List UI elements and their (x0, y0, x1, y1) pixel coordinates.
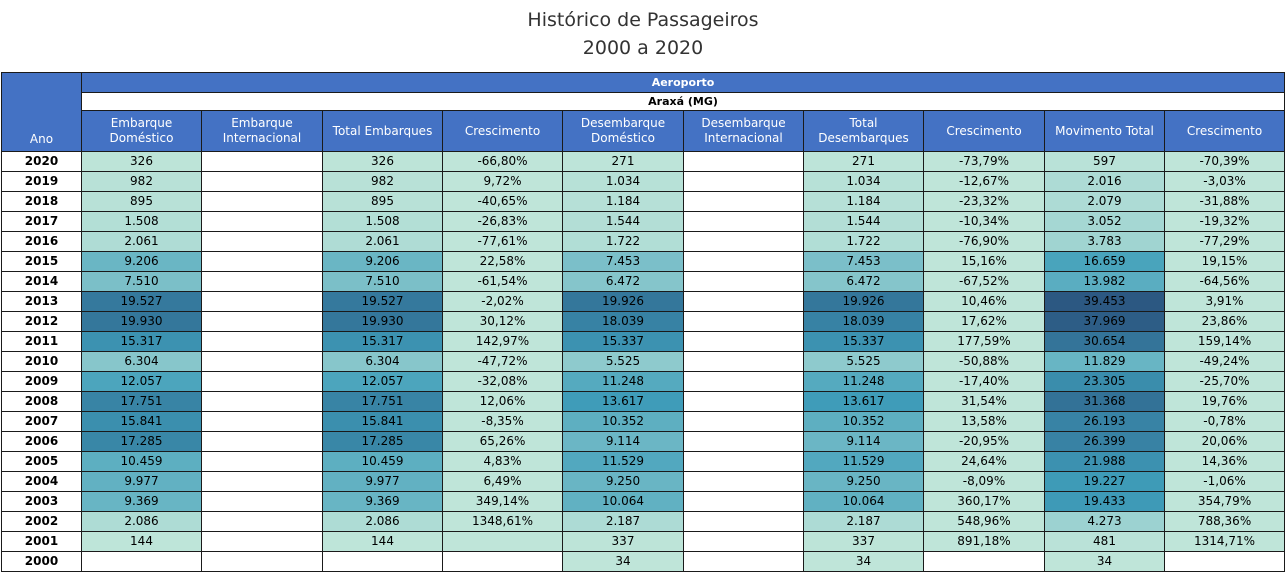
table-cell: -64,56% (1165, 272, 1285, 292)
table-cell (443, 532, 563, 552)
table-cell: 6.304 (323, 352, 443, 372)
airport-group-header: Aeroporto (82, 73, 1285, 93)
table-cell: 16.659 (1045, 252, 1165, 272)
table-cell: -23,32% (924, 192, 1045, 212)
table-cell: -20,95% (924, 432, 1045, 452)
table-cell (684, 292, 804, 312)
table-cell: 895 (82, 192, 202, 212)
column-header: Crescimento (924, 111, 1045, 152)
table-cell: 12.057 (323, 372, 443, 392)
year-cell: 2003 (2, 492, 82, 512)
table-cell: 337 (804, 532, 924, 552)
table-cell (684, 212, 804, 232)
table-cell: 19,76% (1165, 392, 1285, 412)
table-cell: -49,24% (1165, 352, 1285, 372)
table-cell: 24,64% (924, 452, 1045, 472)
table-cell (202, 272, 323, 292)
table-cell: 10.064 (563, 492, 684, 512)
table-cell: 15.317 (323, 332, 443, 352)
table-cell (684, 252, 804, 272)
table-cell: 11.829 (1045, 352, 1165, 372)
table-cell (202, 332, 323, 352)
table-cell: 354,79% (1165, 492, 1285, 512)
table-cell: 337 (563, 532, 684, 552)
table-cell: 9.977 (82, 472, 202, 492)
table-cell: 15.841 (323, 412, 443, 432)
table-cell: 360,17% (924, 492, 1045, 512)
table-cell: 1.722 (563, 232, 684, 252)
table-cell (202, 292, 323, 312)
table-cell (684, 492, 804, 512)
table-cell: 30,12% (443, 312, 563, 332)
table-cell: 2.061 (82, 232, 202, 252)
table-cell (202, 192, 323, 212)
table-cell: 9.206 (82, 252, 202, 272)
table-cell: 13.617 (563, 392, 684, 412)
passenger-table (1, 72, 1285, 572)
table-cell: 2.187 (804, 512, 924, 532)
table-row (2, 352, 1285, 372)
table-row (2, 392, 1285, 412)
table-cell: 65,26% (443, 432, 563, 452)
table-cell: 31,54% (924, 392, 1045, 412)
table-cell: 9.206 (323, 252, 443, 272)
table-cell (684, 272, 804, 292)
year-cell: 2015 (2, 252, 82, 272)
table-cell (202, 552, 323, 572)
table-cell: -19,32% (1165, 212, 1285, 232)
table-cell (443, 552, 563, 572)
year-cell: 2012 (2, 312, 82, 332)
table-row (2, 432, 1285, 452)
table-cell: 19.926 (804, 292, 924, 312)
table-cell (684, 412, 804, 432)
table-cell: 20,06% (1165, 432, 1285, 452)
table-cell (202, 352, 323, 372)
table-cell: 11.529 (563, 452, 684, 472)
table-row (2, 312, 1285, 332)
year-cell: 2017 (2, 212, 82, 232)
table-cell: 23.305 (1045, 372, 1165, 392)
table-cell: 17,62% (924, 312, 1045, 332)
table-cell (684, 392, 804, 412)
year-cell: 2000 (2, 552, 82, 572)
table-cell: 37.969 (1045, 312, 1165, 332)
table-cell: 6.304 (82, 352, 202, 372)
table-cell: 982 (82, 172, 202, 192)
table-cell (924, 552, 1045, 572)
table-cell: 891,18% (924, 532, 1045, 552)
table-cell: -25,70% (1165, 372, 1285, 392)
table-cell (202, 392, 323, 412)
table-cell (202, 372, 323, 392)
table-cell: 5.525 (804, 352, 924, 372)
table-row (2, 172, 1285, 192)
table-cell: 17.285 (323, 432, 443, 452)
table-cell: 19.527 (82, 292, 202, 312)
table-cell: 6.472 (563, 272, 684, 292)
table-cell: 9.369 (82, 492, 202, 512)
table-cell: -77,61% (443, 232, 563, 252)
table-cell (684, 472, 804, 492)
year-header: Ano (2, 73, 82, 152)
table-cell: -50,88% (924, 352, 1045, 372)
year-cell: 2019 (2, 172, 82, 192)
table-cell: -2,02% (443, 292, 563, 312)
table-cell: 18.039 (804, 312, 924, 332)
table-cell (202, 432, 323, 452)
table-cell: 2.079 (1045, 192, 1165, 212)
table-cell: -70,39% (1165, 152, 1285, 172)
table-cell: 17.285 (82, 432, 202, 452)
year-cell: 2007 (2, 412, 82, 432)
table-cell: 34 (563, 552, 684, 572)
table-cell (684, 152, 804, 172)
column-header: Embarque Doméstico (82, 111, 202, 152)
table-cell: 15.317 (82, 332, 202, 352)
table-cell (323, 552, 443, 572)
table-cell: 34 (804, 552, 924, 572)
table-body (2, 152, 1285, 572)
table-cell: -67,52% (924, 272, 1045, 292)
table-cell: 177,59% (924, 332, 1045, 352)
table-cell: -32,08% (443, 372, 563, 392)
year-cell: 2004 (2, 472, 82, 492)
table-cell: 15.337 (563, 332, 684, 352)
table-cell: 159,14% (1165, 332, 1285, 352)
column-header: Desembarque Doméstico (563, 111, 684, 152)
table-cell: 10.064 (804, 492, 924, 512)
table-cell: 17.751 (323, 392, 443, 412)
table-cell: -76,90% (924, 232, 1045, 252)
table-cell (202, 212, 323, 232)
table-row (2, 152, 1285, 172)
table-cell: -40,65% (443, 192, 563, 212)
table-row (2, 212, 1285, 232)
table-cell: 1.034 (804, 172, 924, 192)
table-row (2, 372, 1285, 392)
year-cell: 2006 (2, 432, 82, 452)
table-cell (202, 472, 323, 492)
table-cell: -17,40% (924, 372, 1045, 392)
table-cell (684, 532, 804, 552)
year-cell: 2020 (2, 152, 82, 172)
table-cell: 144 (82, 532, 202, 552)
table-cell: 7.510 (82, 272, 202, 292)
table-cell: -26,83% (443, 212, 563, 232)
column-header: Movimento Total (1045, 111, 1165, 152)
table-cell: 548,96% (924, 512, 1045, 532)
year-cell: 2005 (2, 452, 82, 472)
table-cell (202, 252, 323, 272)
table-cell: -47,72% (443, 352, 563, 372)
table-cell: 9,72% (443, 172, 563, 192)
table-cell: 271 (563, 152, 684, 172)
table-cell: 31.368 (1045, 392, 1165, 412)
table-cell: 19.930 (82, 312, 202, 332)
table-cell (684, 232, 804, 252)
table-cell: 597 (1045, 152, 1165, 172)
table-cell: 7.510 (323, 272, 443, 292)
table-cell: 9.977 (323, 472, 443, 492)
table-cell: 6,49% (443, 472, 563, 492)
table-row (2, 552, 1285, 572)
table-cell: -73,79% (924, 152, 1045, 172)
table-row (2, 272, 1285, 292)
table-cell: -3,03% (1165, 172, 1285, 192)
table-cell: 1314,71% (1165, 532, 1285, 552)
table-cell: 1.184 (563, 192, 684, 212)
table-cell (202, 312, 323, 332)
table-cell: 2.016 (1045, 172, 1165, 192)
table-cell: 481 (1045, 532, 1165, 552)
table-cell: 19.433 (1045, 492, 1165, 512)
table-cell: 271 (804, 152, 924, 172)
table-cell: 349,14% (443, 492, 563, 512)
table-cell: 1348,61% (443, 512, 563, 532)
table-cell (202, 492, 323, 512)
table-cell: 2.061 (323, 232, 443, 252)
table-cell (202, 152, 323, 172)
table-cell (202, 232, 323, 252)
column-header: Desembarque Internacional (684, 111, 804, 152)
table-cell (202, 412, 323, 432)
table-cell: 9.114 (804, 432, 924, 452)
table-cell: 26.193 (1045, 412, 1165, 432)
table-cell: 11.248 (804, 372, 924, 392)
table-cell: 11.248 (563, 372, 684, 392)
table-cell: 1.544 (563, 212, 684, 232)
table-row (2, 532, 1285, 552)
table-cell: 9.250 (563, 472, 684, 492)
table-row (2, 492, 1285, 512)
table-cell: 6.472 (804, 272, 924, 292)
table-cell (684, 352, 804, 372)
year-cell: 2008 (2, 392, 82, 412)
table-cell: 22,58% (443, 252, 563, 272)
table-cell: 15,16% (924, 252, 1045, 272)
table-cell: 19.930 (323, 312, 443, 332)
airport-name-header: Araxá (MG) (82, 93, 1285, 111)
table-cell: 982 (323, 172, 443, 192)
table-cell: 39.453 (1045, 292, 1165, 312)
table-cell: -12,67% (924, 172, 1045, 192)
table-cell: 7.453 (563, 252, 684, 272)
table-cell: 18.039 (563, 312, 684, 332)
table-cell: -8,35% (443, 412, 563, 432)
table-cell: 1.722 (804, 232, 924, 252)
table-cell: 10.352 (804, 412, 924, 432)
table-cell: 19.926 (563, 292, 684, 312)
table-cell: 13,58% (924, 412, 1045, 432)
table-row (2, 412, 1285, 432)
table-cell (684, 312, 804, 332)
table-cell: 23,86% (1165, 312, 1285, 332)
table-row (2, 252, 1285, 272)
table-row (2, 292, 1285, 312)
table-cell: 2.086 (323, 512, 443, 532)
table-cell (684, 552, 804, 572)
table-cell: 19,15% (1165, 252, 1285, 272)
table-cell (1165, 552, 1285, 572)
table-cell: -0,78% (1165, 412, 1285, 432)
table-cell: 326 (323, 152, 443, 172)
table-cell (684, 432, 804, 452)
table-cell: 15.841 (82, 412, 202, 432)
table-row (2, 232, 1285, 252)
year-cell: 2002 (2, 512, 82, 532)
table-cell: 3,91% (1165, 292, 1285, 312)
table-cell: 10,46% (924, 292, 1045, 312)
table-cell: -77,29% (1165, 232, 1285, 252)
year-cell: 2009 (2, 372, 82, 392)
table-row (2, 512, 1285, 532)
table-cell: 10.459 (82, 452, 202, 472)
table-cell: 4.273 (1045, 512, 1165, 532)
table-cell: 5.525 (563, 352, 684, 372)
chart-title: Histórico de Passageiros (527, 9, 759, 31)
table-cell (202, 512, 323, 532)
table-cell: -10,34% (924, 212, 1045, 232)
table-cell: -1,06% (1165, 472, 1285, 492)
table-cell (202, 452, 323, 472)
table-cell: -8,09% (924, 472, 1045, 492)
table-cell: 19.227 (1045, 472, 1165, 492)
table-cell: 34 (1045, 552, 1165, 572)
year-cell: 2014 (2, 272, 82, 292)
table-cell: 1.544 (804, 212, 924, 232)
year-cell: 2011 (2, 332, 82, 352)
table-cell: 144 (323, 532, 443, 552)
year-cell: 2001 (2, 532, 82, 552)
table-cell (202, 172, 323, 192)
table-cell: 9.369 (323, 492, 443, 512)
table-cell: 1.184 (804, 192, 924, 212)
table-cell: 1.508 (82, 212, 202, 232)
table-cell: 142,97% (443, 332, 563, 352)
table-cell: 11.529 (804, 452, 924, 472)
year-cell: 2013 (2, 292, 82, 312)
column-header: Crescimento (1165, 111, 1285, 152)
table-cell: 2.086 (82, 512, 202, 532)
table-cell: 15.337 (804, 332, 924, 352)
table-cell: 26.399 (1045, 432, 1165, 452)
table-cell: 12.057 (82, 372, 202, 392)
table-cell: 1.508 (323, 212, 443, 232)
table-cell: 10.352 (563, 412, 684, 432)
table-cell: 9.114 (563, 432, 684, 452)
table-cell (684, 172, 804, 192)
table-cell (684, 372, 804, 392)
table-cell: 14,36% (1165, 452, 1285, 472)
chart-subtitle: 2000 a 2020 (582, 37, 704, 59)
column-header: Total Embarques (323, 111, 443, 152)
column-header: Embarque Internacional (202, 111, 323, 152)
table-cell: 30.654 (1045, 332, 1165, 352)
table-cell: 326 (82, 152, 202, 172)
column-header: Total Desembarques (804, 111, 924, 152)
table-cell (684, 192, 804, 212)
table-cell (82, 552, 202, 572)
column-header: Crescimento (443, 111, 563, 152)
table-cell: 7.453 (804, 252, 924, 272)
table-cell (202, 532, 323, 552)
table-row (2, 452, 1285, 472)
year-cell: 2016 (2, 232, 82, 252)
table-cell: 13.617 (804, 392, 924, 412)
table-cell: -31,88% (1165, 192, 1285, 212)
table-cell: 17.751 (82, 392, 202, 412)
table-cell: 21.988 (1045, 452, 1165, 472)
table-cell: -61,54% (443, 272, 563, 292)
table-cell: 2.187 (563, 512, 684, 532)
table-cell: -66,80% (443, 152, 563, 172)
table-row (2, 332, 1285, 352)
table-cell: 4,83% (443, 452, 563, 472)
table-cell: 19.527 (323, 292, 443, 312)
table-cell (684, 452, 804, 472)
table-cell: 788,36% (1165, 512, 1285, 532)
table-cell: 13.982 (1045, 272, 1165, 292)
table-cell: 10.459 (323, 452, 443, 472)
table-cell: 895 (323, 192, 443, 212)
table-row (2, 192, 1285, 212)
table-cell: 3.052 (1045, 212, 1165, 232)
year-cell: 2018 (2, 192, 82, 212)
table-cell (684, 332, 804, 352)
table-cell: 1.034 (563, 172, 684, 192)
table-cell: 12,06% (443, 392, 563, 412)
table-cell: 3.783 (1045, 232, 1165, 252)
table-cell: 9.250 (804, 472, 924, 492)
table-row (2, 472, 1285, 492)
table-cell (684, 512, 804, 532)
year-cell: 2010 (2, 352, 82, 372)
